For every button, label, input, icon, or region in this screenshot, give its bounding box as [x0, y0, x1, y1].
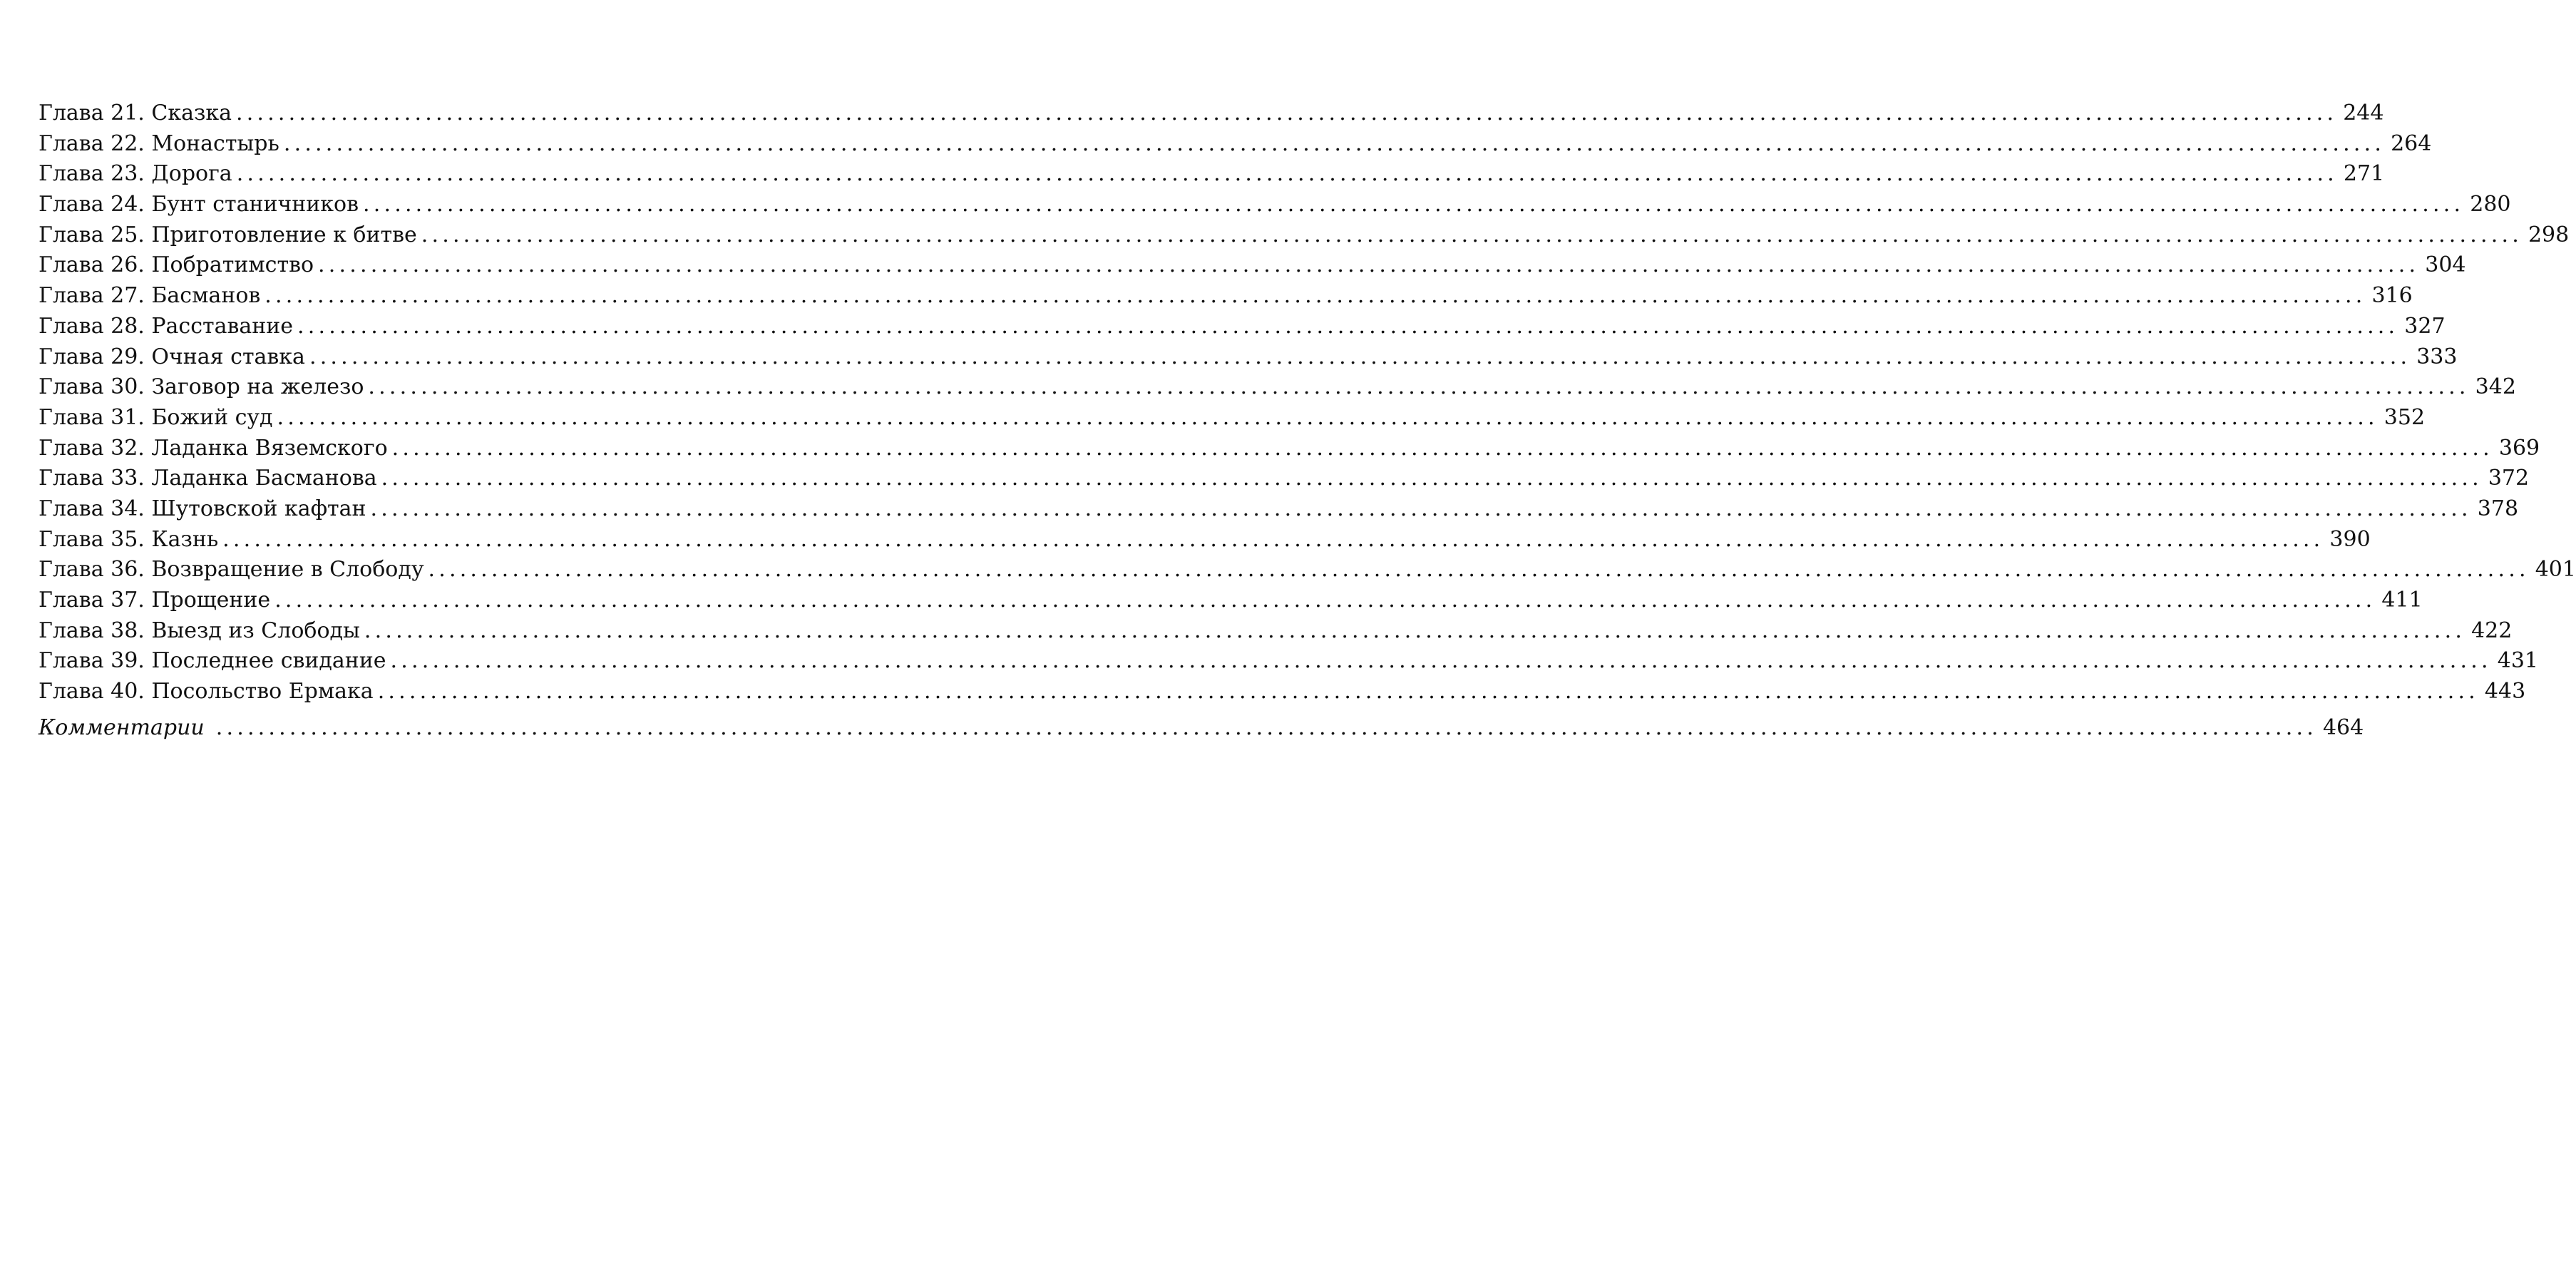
toc-entry[interactable]	[39, 494, 2519, 525]
toc-entry[interactable]	[39, 525, 2371, 555]
chapter-title: Глава 26. Побратимство	[39, 252, 314, 278]
page-number: 422	[2471, 618, 2513, 643]
toc-entry[interactable]	[39, 616, 2513, 647]
toc-entry-commentary[interactable]	[39, 713, 2364, 744]
page-number: 264	[2391, 130, 2432, 156]
dot-leader: ........................................................................................................................................................................................................	[235, 101, 2338, 126]
toc-entry[interactable]	[39, 555, 2576, 585]
dot-leader: ........................................................................................................................................................................................................	[377, 679, 2479, 705]
dot-leader: ........................................................................................................................................................................................................	[265, 283, 2366, 309]
chapter-title: Глава 28. Расставание	[39, 313, 294, 339]
page-number: 464	[2322, 715, 2364, 740]
toc-entry[interactable]	[39, 250, 2466, 281]
page-number: 369	[2498, 435, 2540, 461]
dot-leader: ........................................................................................................................................................................................................	[215, 715, 2317, 740]
toc-entry[interactable]	[39, 464, 2530, 494]
chapter-title: Глава 30. Заговор на железо	[39, 374, 364, 400]
toc-entry[interactable]	[39, 98, 2384, 129]
page-number: 411	[2381, 588, 2423, 613]
dot-leader: ........................................................................................................................................................................................................	[368, 374, 2470, 400]
page-number: 244	[2343, 101, 2384, 126]
page-number: 327	[2404, 313, 2446, 339]
chapter-title: Глава 35. Казнь	[39, 526, 219, 552]
chapter-title: Глава 40. Посольство Ермака	[39, 679, 374, 705]
page-number: 352	[2383, 404, 2426, 430]
chapter-title: Глава 27. Басманов	[39, 283, 261, 309]
dot-leader: ........................................................................................................................................................................................................	[363, 192, 2465, 217]
dot-leader: ........................................................................................................................................................................................................	[428, 557, 2530, 583]
chapter-title: Глава 39. Последнее свидание	[39, 648, 386, 674]
page-number: 333	[2416, 344, 2458, 369]
page-number: 443	[2484, 679, 2526, 705]
chapter-title: Глава 25. Приготовление к битве	[39, 222, 417, 247]
toc-entry[interactable]	[39, 281, 2413, 312]
dot-leader: ........................................................................................................................................................................................................	[381, 466, 2483, 491]
page-number: 372	[2488, 466, 2530, 491]
dot-leader: ........................................................................................................................................................................................................	[364, 618, 2466, 643]
page-number: 271	[2343, 161, 2385, 187]
dot-leader: ........................................................................................................................................................................................................	[274, 588, 2376, 613]
toc-entry[interactable]	[39, 312, 2446, 342]
chapter-title: Глава 21. Сказка	[39, 101, 232, 126]
chapter-title: Глава 29. Очная ставка	[39, 344, 305, 369]
toc-entry[interactable]	[39, 646, 2538, 677]
chapter-title: Глава 32. Ладанка Вяземского	[39, 435, 388, 461]
toc-entry[interactable]	[39, 342, 2458, 373]
dot-leader: ........................................................................................................................................................................................................	[277, 404, 2379, 430]
page-number: 304	[2425, 252, 2466, 278]
page-number: 401	[2535, 557, 2576, 583]
toc-entry[interactable]	[39, 372, 2516, 403]
chapter-title: Глава 33. Ладанка Басманова	[39, 466, 377, 491]
page-number: 342	[2475, 374, 2516, 400]
chapter-title: Глава 23. Дорога	[39, 161, 232, 187]
chapter-title: Глава 36. Возвращение в Слободу	[39, 557, 424, 583]
toc-entry[interactable]	[39, 585, 2423, 616]
toc-entry[interactable]	[39, 677, 2526, 707]
chapter-title: Глава 24. Бунт станичников	[39, 192, 359, 217]
table-of-contents	[39, 98, 2576, 743]
chapter-title: Глава 22. Монастырь	[39, 130, 279, 156]
chapter-title: Глава 38. Выезд из Слободы	[39, 618, 360, 643]
commentary-title: Комментарии	[39, 715, 205, 740]
page-number: 298	[2528, 222, 2570, 247]
dot-leader: ........................................................................................................................................................................................................	[318, 252, 2420, 278]
toc-entry[interactable]	[39, 129, 2432, 160]
toc-entry[interactable]	[39, 190, 2511, 220]
chapter-title: Глава 31. Божий суд	[39, 404, 273, 430]
dot-leader: ........................................................................................................................................................................................................	[283, 130, 2386, 156]
page-number: 390	[2329, 526, 2371, 552]
dot-leader: ........................................................................................................................................................................................................	[297, 313, 2399, 339]
dot-leader: ........................................................................................................................................................................................................	[370, 496, 2472, 521]
dot-leader: ........................................................................................................................................................................................................	[390, 648, 2492, 674]
page-number: 431	[2497, 648, 2538, 674]
chapter-title: Глава 34. Шутовской кафтан	[39, 496, 366, 521]
page-number: 316	[2371, 283, 2413, 309]
toc-entry[interactable]	[39, 159, 2385, 190]
dot-leader: ........................................................................................................................................................................................................	[391, 435, 2493, 461]
dot-leader: ........................................................................................................................................................................................................	[309, 344, 2411, 369]
page-number: 280	[2470, 192, 2511, 217]
page-number: 378	[2477, 496, 2519, 521]
dot-leader: ........................................................................................................................................................................................................	[222, 526, 2324, 552]
toc-entry[interactable]	[39, 403, 2426, 434]
toc-entry[interactable]	[39, 220, 2570, 251]
toc-entry[interactable]	[39, 434, 2540, 464]
dot-leader: ........................................................................................................................................................................................................	[421, 222, 2523, 247]
chapter-title: Глава 37. Прощение	[39, 588, 271, 613]
dot-leader: ........................................................................................................................................................................................................	[236, 161, 2338, 187]
